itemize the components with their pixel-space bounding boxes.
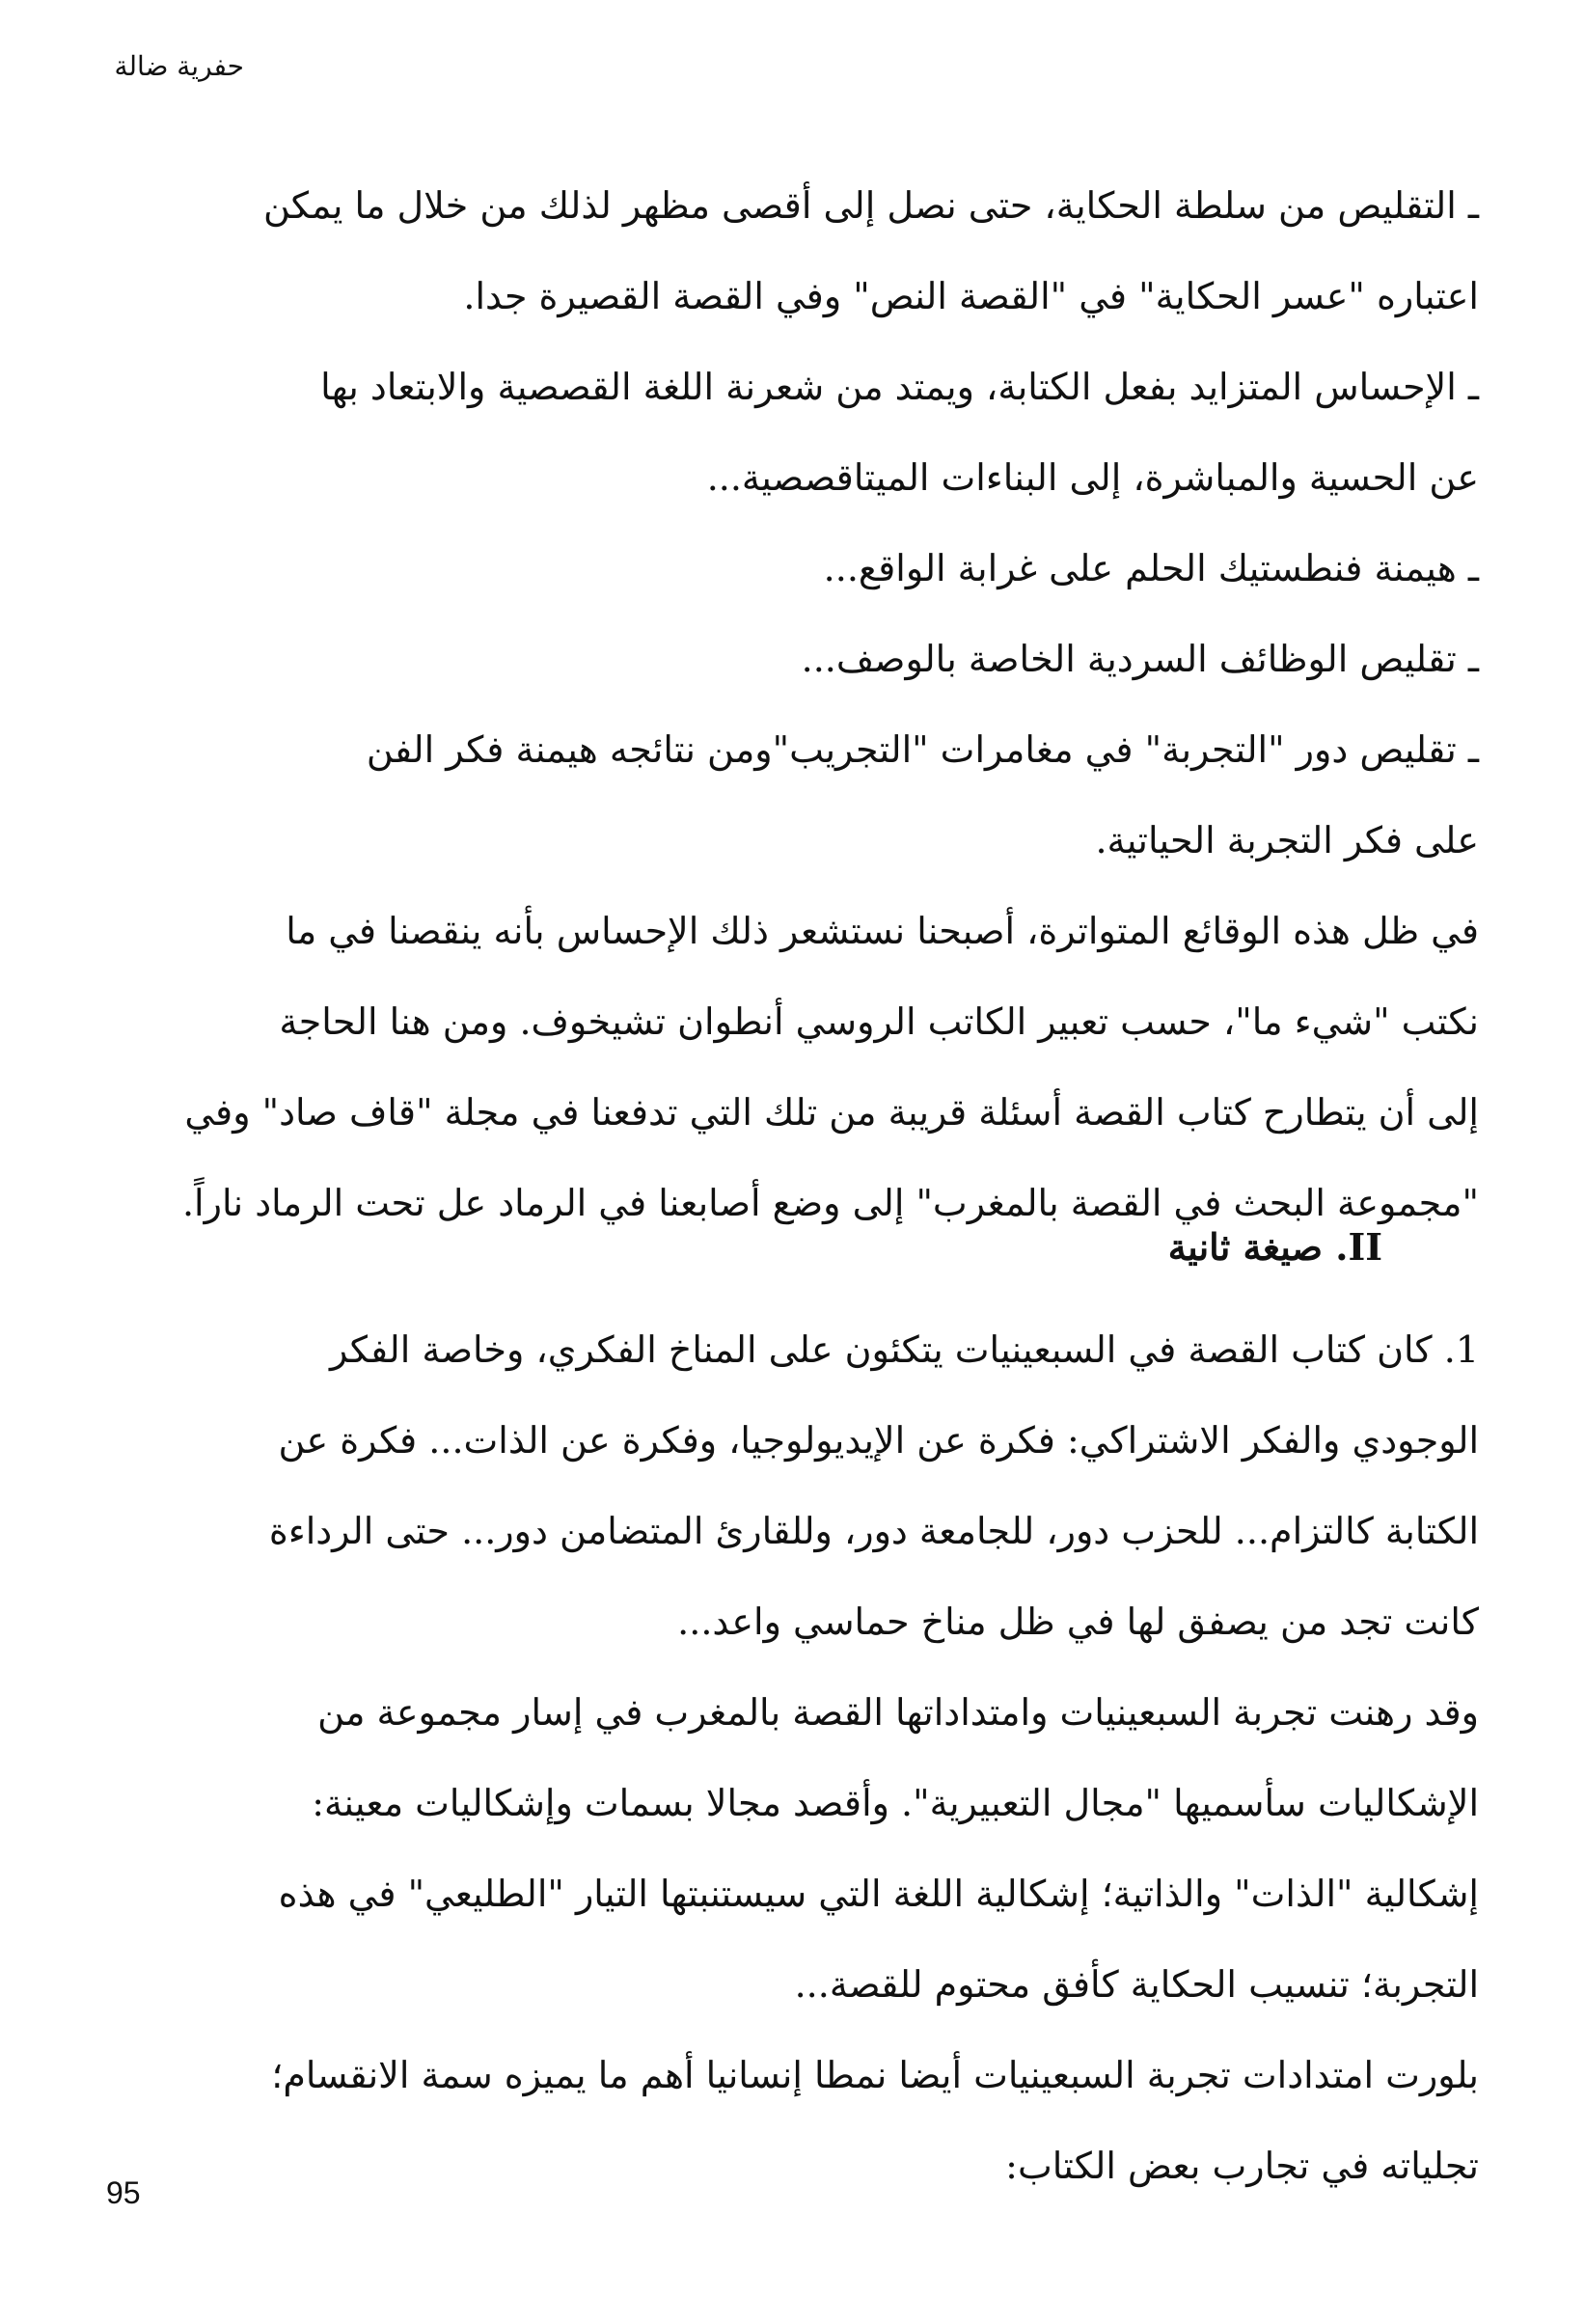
text-line: بلورت امتدادات تجربة السبعينيات أيضا نمطا إنسانيا أهم ما يميزه سمة الانقسام؛ <box>271 2054 1479 2096</box>
text-line: اعتباره "عسر الحكاية" في "القصة النص" وفي القصة القصيرة جدا. <box>463 275 1479 317</box>
text-line: عن الحسية والمباشرة، إلى البناءات الميتاقصصية... <box>706 456 1479 499</box>
page-number: 95 <box>106 2175 141 2210</box>
text-line: تجلياته في تجارب بعض الكتاب: <box>1005 2145 1479 2187</box>
body-text-bottom <box>106 1304 1479 2211</box>
text-line: ـ تقليص الوظائف السردية الخاصة بالوصف... <box>801 638 1479 680</box>
text-line: كانت تجد من يصفق لها في ظل مناخ حماسي واعد... <box>677 1600 1479 1643</box>
text-line: "مجموعة البحث في القصة بالمغرب" إلى وضع أصابعنا في الرماد عل تحت الرماد ناراً. <box>181 1182 1479 1224</box>
running-header: حفرية ضالة <box>114 50 244 82</box>
text-line: وقد رهنت تجربة السبعينيات وامتداداتها القصة بالمغرب في إسار مجموعة من <box>317 1691 1479 1734</box>
text-line: الوجودي والفكر الاشتراكي: فكرة عن الإيديولوجيا، وفكرة عن الذات... فكرة عن <box>278 1419 1479 1462</box>
text-line: إلى أن يتطارح كتاب القصة أسئلة قريبة من تلك التي تدفعنا في مجلة "قاف صاد" وفي <box>184 1091 1479 1134</box>
text-line: التجربة؛ تنسيب الحكاية كأفق محتوم للقصة... <box>794 1963 1479 2006</box>
text-line: إشكالية "الذات" والذاتية؛ إشكالية اللغة التي سيستنبتها التيار "الطليعي" في هذه <box>278 1873 1479 1915</box>
text-line: الكتابة كالتزام... للحزب دور، للجامعة دور، وللقارئ المتضامن دور... حتى الرداءة <box>268 1510 1479 1552</box>
section-heading: II. صيغة ثانية <box>1167 1225 1382 1269</box>
text-line: 1. كان كتاب القصة في السبعينيات يتكئون على المناخ الفكري، وخاصة الفكر <box>329 1328 1479 1371</box>
text-line: ـ تقليص دور "التجربة" في مغامرات "التجريب"ومن نتائجه هيمنة فكر الفن <box>366 728 1479 771</box>
text-line: ـ هيمنة فنطستيك الحلم على غرابة الواقع... <box>823 547 1479 589</box>
text-line: نكتب "شيء ما"، حسب تعبير الكاتب الروسي أنطوان تشيخوف. ومن هنا الحاجة <box>279 1000 1479 1043</box>
body-text-top <box>106 160 1479 1248</box>
text-line: في ظل هذه الوقائع المتواترة، أصبحنا نستشعر ذلك الإحساس بأنه ينقصنا في ما <box>286 910 1479 952</box>
text-line: ـ التقليص من سلطة الحكاية، حتى نصل إلى أقصى مظهر لذلك من خلال ما يمكن <box>262 184 1479 227</box>
text-line: على فكر التجربة الحياتية. <box>1095 819 1479 861</box>
text-line: ـ الإحساس المتزايد بفعل الكتابة، ويمتد من شعرنة اللغة القصصية والابتعاد بها <box>320 366 1479 408</box>
text-line: الإشكاليات سأسميها "مجال التعبيرية". وأقصد مجالا بسمات وإشكاليات معينة: <box>312 1782 1479 1824</box>
